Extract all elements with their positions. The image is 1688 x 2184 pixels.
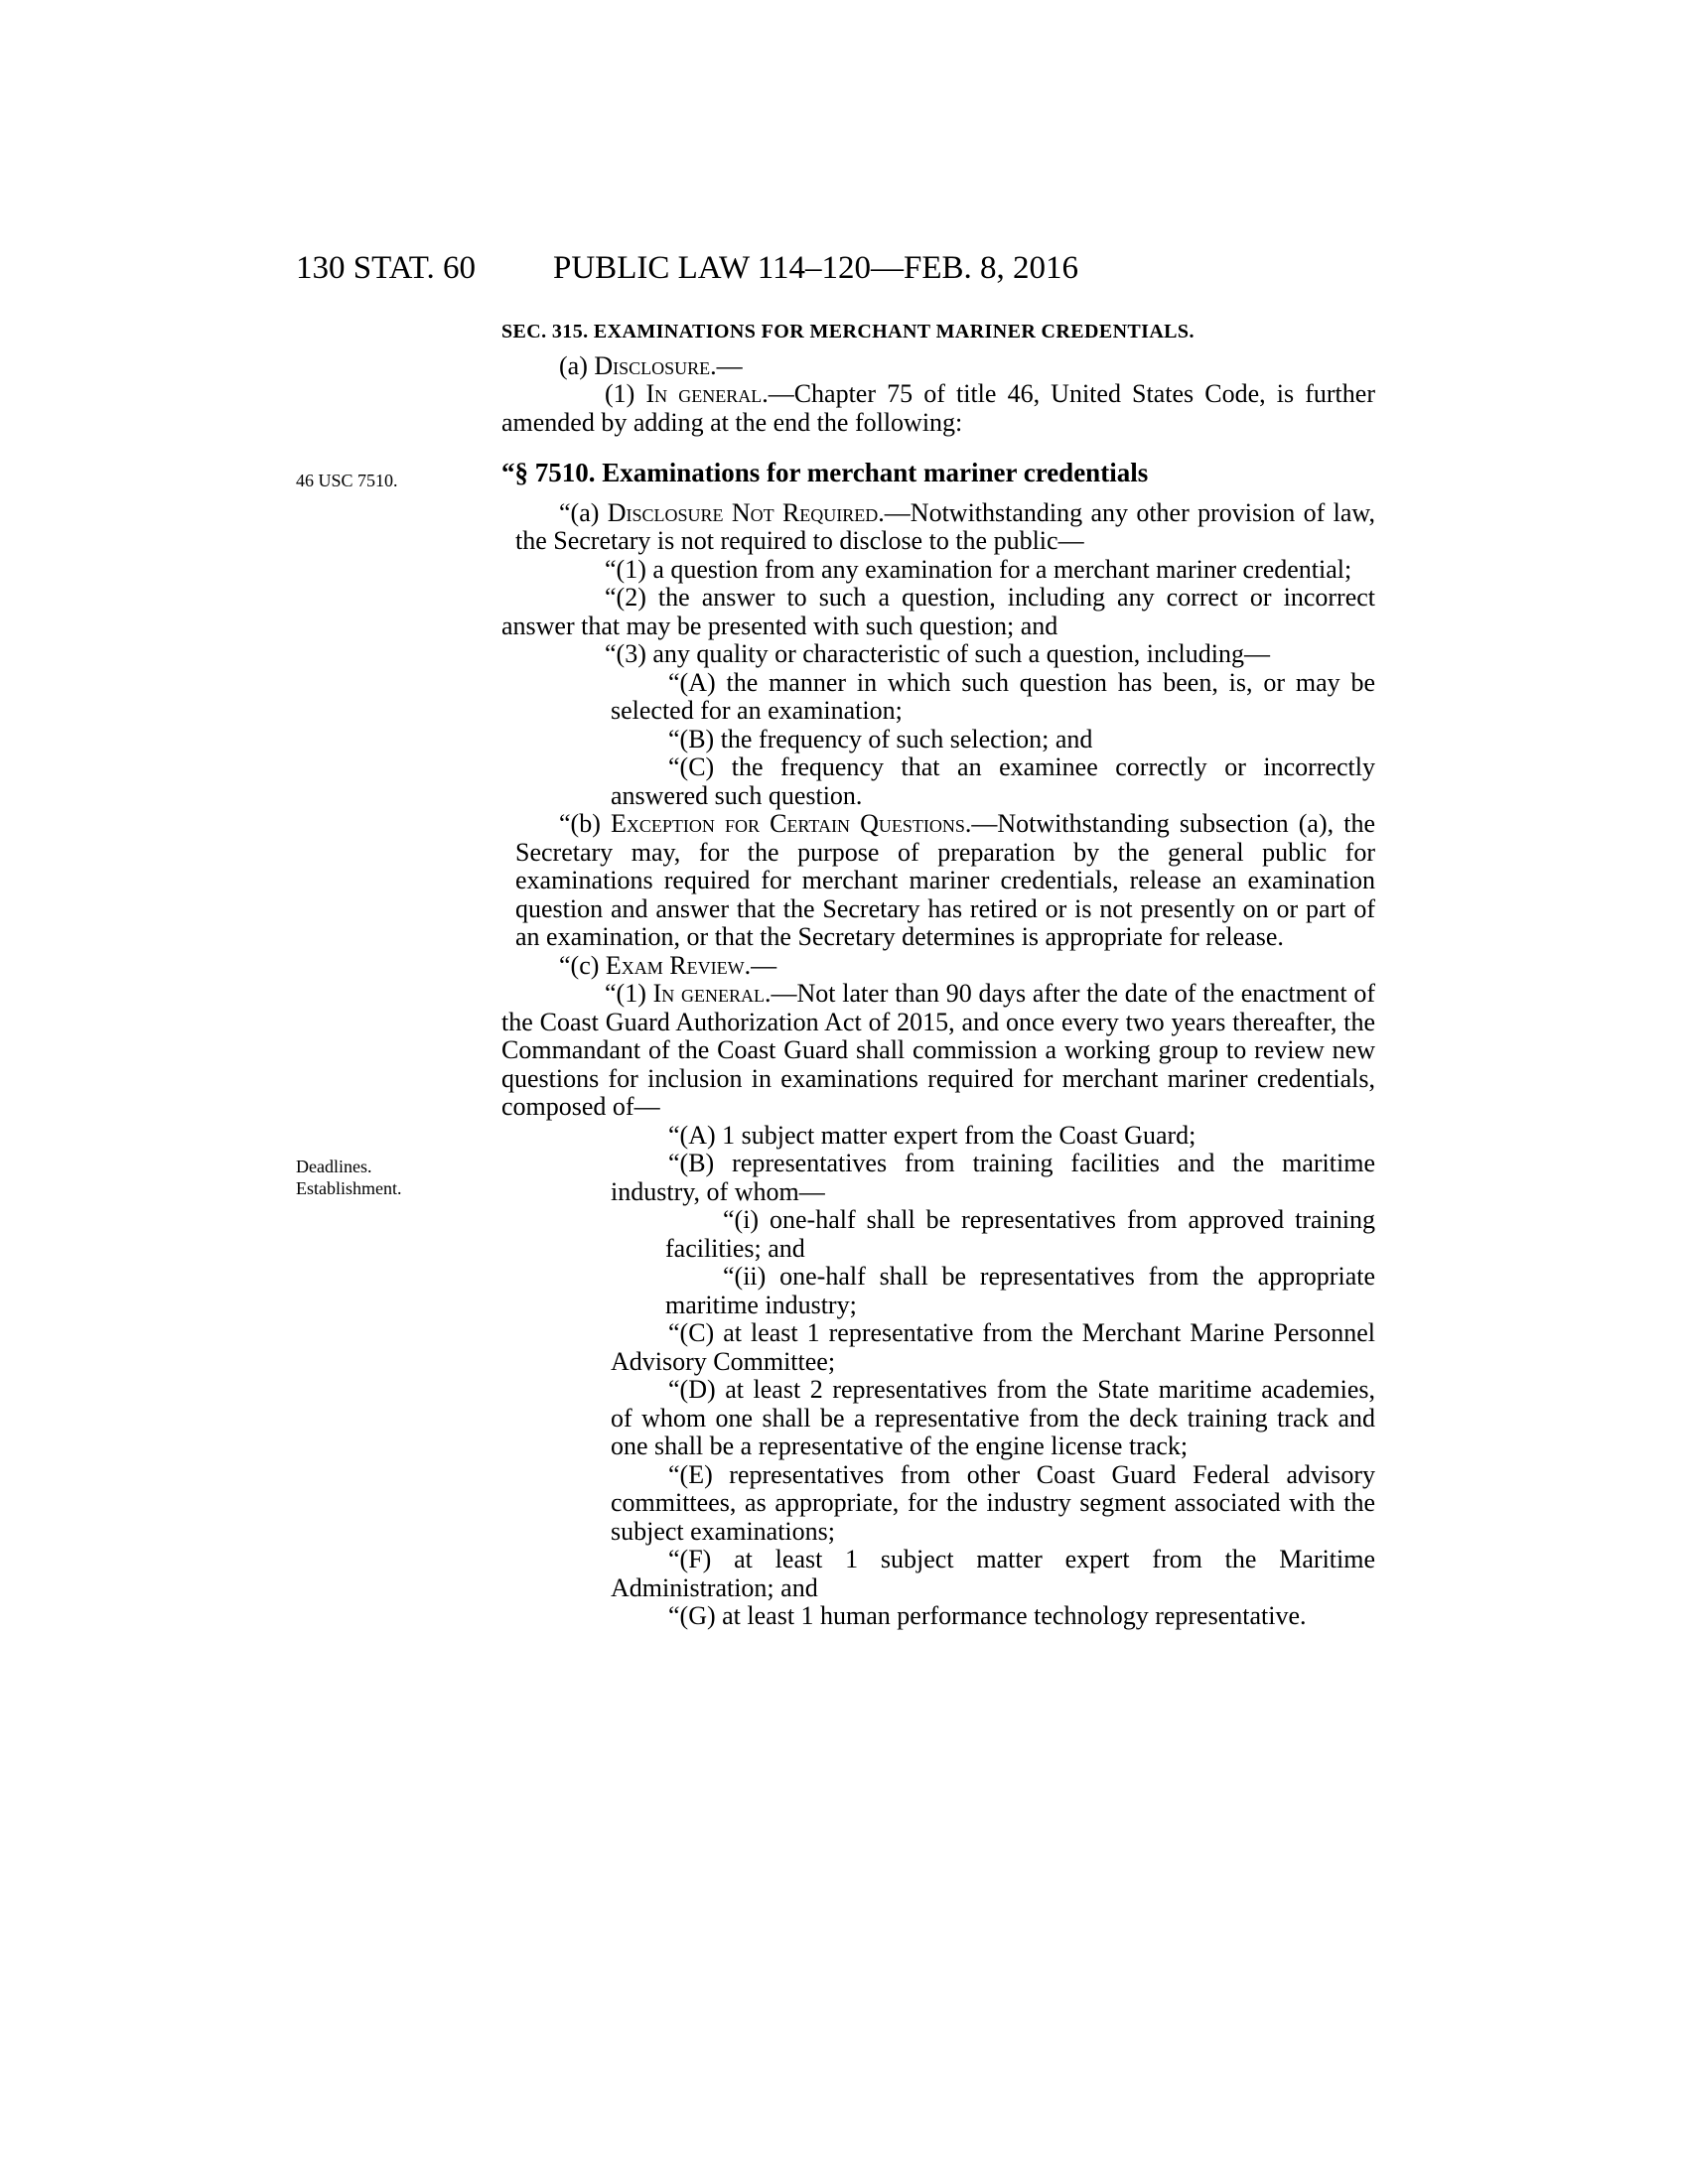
item-7510-c-1	[501, 980, 1375, 1122]
subsection-7510-a-heading: Disclosure Not Required.	[607, 497, 885, 527]
paragraph-a1	[501, 380, 1375, 437]
item-7510-a-3-A: “(A) the manner in which such question has been, is, or may be selected for an examination;	[611, 667, 1375, 725]
item-7510-c-1-B-ii: “(ii) one-half shall be representatives from the appropriate maritime industry;	[665, 1262, 1375, 1319]
item-7510-c-1-text: —Not later than 90 days after the date of the enactment of the Coast Guard Authorization Act of 2015, and once every two years thereafter, the Commandant of the Coast Guard shall commission a working group to review new questions for inclusion in examinations required for merchant mariner credentials, composed of—	[501, 979, 1375, 1121]
subsection-7510-a	[501, 499, 1375, 556]
running-header-title: PUBLIC LAW 114–120—FEB. 8, 2016	[553, 250, 1079, 286]
item-7510-c-1-B-i: “(i) one-half shall be representatives from approved training facilities; and	[665, 1205, 1375, 1263]
item-7510-c-1-D: “(D) at least 2 representatives from the State maritime academies, of whom one shall be a representative from the deck training track and one shall be a representative of the engine license track;	[611, 1375, 1375, 1460]
item-7510-a-3-B: “(B) the frequency of such selection; and	[668, 724, 1093, 753]
subsection-7510-b-label: “(b)	[559, 809, 611, 838]
subsection-a-dash: —	[716, 350, 743, 380]
item-7510-a-2: “(2) the answer to such a question, including any correct or incorrect answer that may be presented with such question; and	[501, 583, 1375, 640]
item-7510-a-3-C: “(C) the frequency that an examinee correctly or incorrectly answered such question.	[611, 752, 1375, 810]
item-7510-c-1-label: “(1)	[605, 979, 653, 1008]
paragraph-a1-label: (1)	[605, 379, 646, 408]
subsection-7510-c-heading: Exam Review.	[605, 950, 752, 980]
margin-note-deadlines: Deadlines.	[296, 1157, 372, 1176]
item-7510-a-1: “(1) a question from any examination for a merchant mariner credential;	[605, 554, 1352, 584]
item-7510-a-3: “(3) any quality or characteristic of such a question, including—	[605, 639, 1271, 668]
item-7510-c-1-heading: In general.	[652, 979, 772, 1008]
margin-note-establishment: Establishment.	[296, 1178, 402, 1198]
item-7510-c-1-E: “(E) representatives from other Coast Guard Federal advisory committees, as appropriate, for the industry segment associated with the subject examinations;	[611, 1459, 1375, 1546]
subsection-7510-c	[501, 952, 1375, 981]
page-reference: 130 STAT. 60	[296, 250, 477, 286]
item-7510-c-1-B: “(B) representatives from training facilities and the maritime industry, of whom—	[611, 1149, 1375, 1206]
item-7510-c-1-A: “(A) 1 subject matter expert from the Coast Guard;	[668, 1120, 1196, 1150]
section-heading: SEC. 315. EXAMINATIONS FOR MERCHANT MARINER CREDENTIALS.	[501, 321, 1195, 342]
subsection-7510-c-label: “(c)	[559, 950, 606, 980]
subsection-a	[501, 352, 1375, 381]
item-7510-c-1-F: “(F) at least 1 subject matter expert from the Maritime Administration; and	[611, 1545, 1375, 1602]
subsection-7510-a-label: “(a)	[559, 497, 608, 527]
margin-note-usc: 46 USC 7510.	[296, 471, 398, 490]
subsection-7510-b	[501, 810, 1375, 952]
item-7510-c-1-G: “(G) at least 1 human performance technology representative.	[668, 1601, 1307, 1630]
paragraph-a1-text: —Chapter 75 of title 46, United States Code, is further amended by adding at the end the following:	[501, 379, 1375, 437]
section-7510-title: “§ 7510. Examinations for merchant mariner credentials	[501, 458, 1149, 487]
subsection-a-heading: Disclosure.	[594, 350, 717, 380]
subsection-a-label: (a)	[559, 350, 595, 380]
subsection-7510-a-text: —Notwithstanding any other provision of law, the Secretary is not required to disclose to the public—	[515, 497, 1375, 555]
paragraph-a1-heading: In general.	[645, 379, 769, 408]
item-7510-c-1-C: “(C) at least 1 representative from the Merchant Marine Personnel Advisory Committee;	[611, 1318, 1375, 1376]
document-body	[501, 318, 1375, 1631]
subsection-7510-b-heading: Exception for Certain Questions.	[611, 809, 972, 838]
subsection-7510-b-text: —Notwithstanding subsection (a), the Secretary may, for the purpose of preparation by the general public for examinations required for merchant mariner credentials, release an examination question and answer that the Secretary has retired or is not presently on or part of an examination, or that the Secretary determines is appropriate for release.	[515, 809, 1376, 951]
subsection-7510-c-dash: —	[751, 950, 777, 980]
